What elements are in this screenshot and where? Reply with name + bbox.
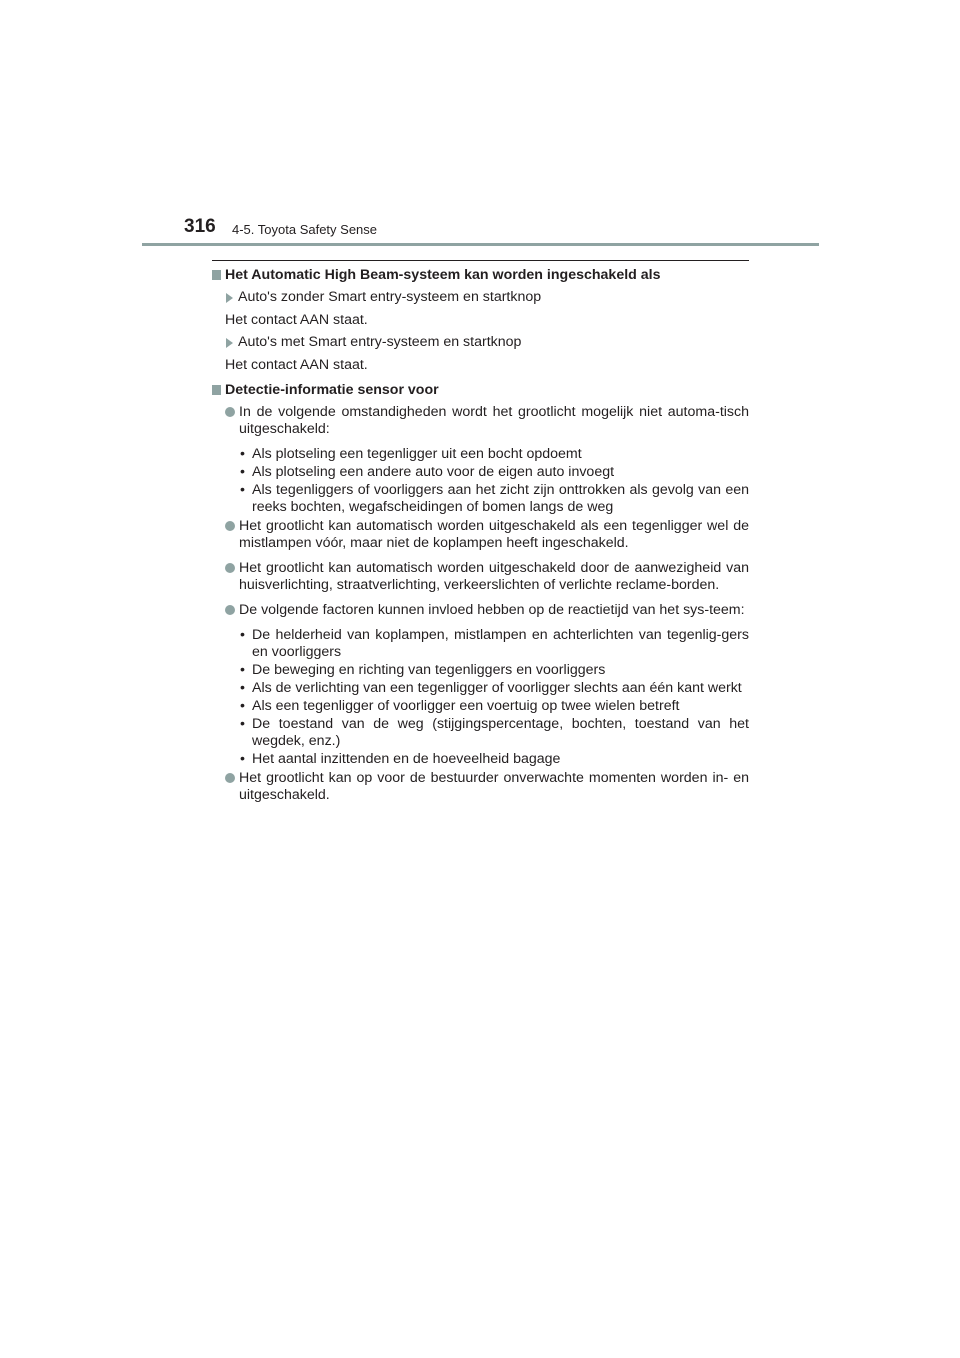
list-item — [212, 560, 749, 594]
triangle-bullet-icon — [226, 293, 233, 303]
sub-list-item-text: De beweging en richting van tegenliggers en voorliggers — [252, 662, 606, 678]
square-bullet-icon — [212, 385, 221, 395]
condition-text: Het contact AAN staat. — [225, 357, 368, 373]
list-item-text: De volgende factoren kunnen invloed hebben op de reactietijd van het sys-teem: — [239, 602, 745, 618]
sub-list-item — [212, 482, 749, 516]
condition-label-text: Auto's met Smart entry-systeem en startknop — [238, 334, 522, 350]
triangle-bullet-icon — [226, 338, 233, 348]
sub-list-item — [212, 716, 749, 750]
dot-bullet: • — [240, 464, 245, 480]
section-title: 4-5. Toyota Safety Sense — [232, 222, 378, 237]
header-rule — [142, 243, 819, 246]
section-heading-text: Detectie-informatie sensor voor — [225, 382, 439, 398]
sub-list — [212, 446, 749, 516]
list-item-text: In de volgende omstandigheden wordt het grootlicht mogelijk niet automa-tisch uitgeschakeld: — [239, 404, 749, 437]
sub-list-item — [212, 627, 749, 661]
circle-bullet-icon — [225, 407, 235, 417]
dot-bullet: • — [240, 482, 245, 498]
section-heading — [212, 382, 749, 399]
page-content — [212, 260, 749, 804]
condition-label — [212, 334, 749, 351]
dot-bullet: • — [240, 680, 245, 696]
dot-bullet: • — [240, 751, 245, 767]
list-item-text: Het grootlicht kan op voor de bestuurder onverwachte momenten worden in- en uitgeschakeld. — [239, 770, 749, 803]
dot-bullet: • — [240, 662, 245, 678]
circle-bullet-icon — [225, 605, 235, 615]
list-item-text: Het grootlicht kan automatisch worden uitgeschakeld door de aanwezigheid van huisverlichting, straatverlichting, verkeerslichten of verlichte reclame-borden. — [239, 560, 749, 593]
section-heading-text: Het Automatic High Beam-systeem kan worden ingeschakeld als — [225, 267, 661, 283]
circle-bullet-icon — [225, 521, 235, 531]
sub-list-item — [212, 751, 749, 768]
sub-list-item-text: Als de verlichting van een tegenligger of voorligger slechts aan één kant werkt — [252, 680, 742, 696]
circle-bullet-icon — [225, 773, 235, 783]
list-item-text: Het grootlicht kan automatisch worden uitgeschakeld als een tegenligger wel de mistlampen vóór, maar niet de koplampen heeft ingeschakeld. — [239, 518, 749, 551]
sub-list-item — [212, 698, 749, 715]
sub-list-item-text: De helderheid van koplampen, mistlampen en achterlichten van tegenlig-gers en voorliggers — [252, 627, 749, 660]
list-item — [212, 518, 749, 552]
section-heading — [212, 267, 749, 284]
dot-bullet: • — [240, 698, 245, 714]
sub-list-item — [212, 662, 749, 679]
condition-label-text: Auto's zonder Smart entry-systeem en startknop — [238, 289, 542, 305]
sub-list-item — [212, 464, 749, 481]
list-item — [212, 770, 749, 804]
list-item — [212, 602, 749, 619]
circle-bullet-icon — [225, 563, 235, 573]
page-number: 316 — [184, 216, 216, 237]
sub-list-item-text: Het aantal inzittenden en de hoeveelheid bagage — [252, 751, 561, 767]
sub-list-item-text: Als een tegenligger of voorligger een voertuig op twee wielen betreft — [252, 698, 680, 714]
list-item — [212, 404, 749, 438]
sub-list-item-text: De toestand van de weg (stijgingspercentage, bochten, toestand van het wegdek, enz.) — [252, 716, 749, 749]
square-bullet-icon — [212, 270, 221, 280]
sub-list-item-text: Als plotseling een andere auto voor de eigen auto invoegt — [252, 464, 615, 480]
sub-list — [212, 627, 749, 768]
condition-text: Het contact AAN staat. — [225, 312, 368, 328]
sub-list-item-text: Als tegenliggers of voorliggers aan het zicht zijn onttrokken als gevolg van een reeks bochten, wegafscheidingen of bomen langs de weg — [252, 482, 749, 515]
sub-list-item-text: Als plotseling een tegenligger uit een bocht opdoemt — [252, 446, 582, 462]
sub-list-item — [212, 680, 749, 697]
condition-label — [212, 289, 749, 306]
dot-bullet: • — [240, 627, 245, 643]
sub-list-item — [212, 446, 749, 463]
dot-bullet: • — [240, 716, 245, 732]
dot-bullet: • — [240, 446, 245, 462]
